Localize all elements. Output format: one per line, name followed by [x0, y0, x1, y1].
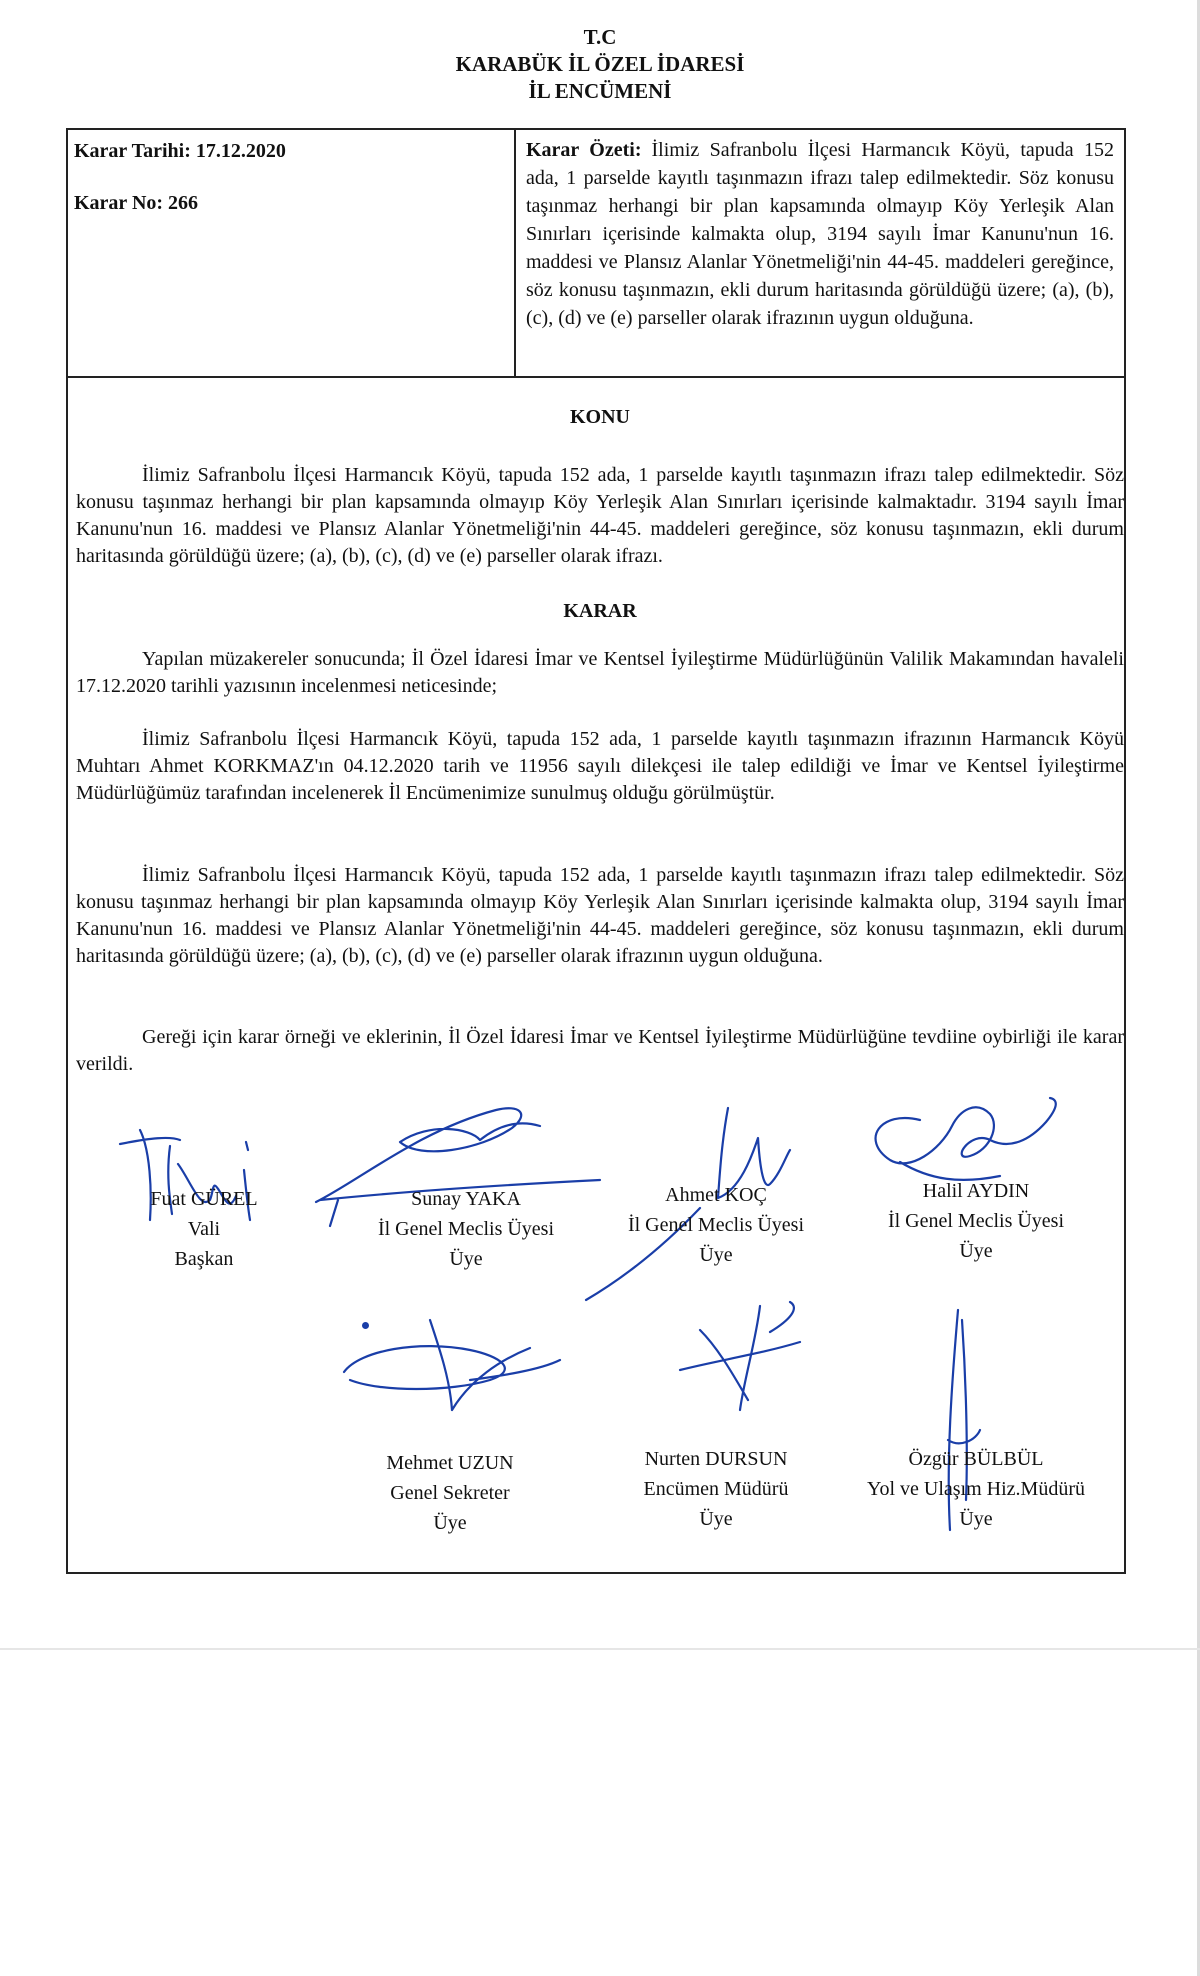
signatory-block	[586, 1180, 846, 1270]
header-institution: KARABÜK İL ÖZEL İDARESİ	[455, 52, 745, 76]
signatory-role: Üye	[449, 1248, 483, 1270]
signatory-name: Sunay YAKA	[411, 1188, 521, 1210]
signature-dursun	[680, 1302, 800, 1410]
summary-label: Karar Özeti:	[526, 139, 642, 161]
signatory-title: Yol ve Ulaşım Hiz.Müdürü	[867, 1478, 1085, 1500]
signatory-name: Özgür BÜLBÜL	[908, 1448, 1044, 1470]
signatory-block	[336, 1184, 596, 1274]
summary-text: İlimiz Safranbolu İlçesi Harmancık Köyü, tapuda 152 ada, 1 parselde kayıtlı taşınmazın ifrazı talep edilmektedir. Söz konusu taşınmaz herhangi bir plan kapsamında olmayıp Köy Yerleşik Alan Sınırları içerisinde kalmakta olup, 3194 sayılı İmar Kanunu'nun 16. maddesi ve Plansız Alanlar Yönetmeliği'nin 44-45. maddeleri gereğince, söz konusu taşınmazın, ekli durum haritasında görüldüğü üzere; (a), (b), (c), (d) ve (e) parseller olarak ifrazının uygun olduğuna.	[526, 139, 1114, 329]
header-council: İL ENCÜMENİ	[528, 79, 672, 103]
signatory-title: İl Genel Meclis Üyesi	[887, 1210, 1065, 1232]
decision-summary-box	[68, 130, 1124, 378]
karar-heading: KARAR	[563, 600, 637, 622]
column-divider	[514, 130, 516, 376]
document-header	[0, 24, 1200, 105]
signatory-role: Başkan	[174, 1248, 234, 1270]
konu-heading: KONU	[570, 406, 630, 428]
signatory-title: İl Genel Meclis Üyesi	[627, 1214, 805, 1236]
konu-text: İlimiz Safranbolu İlçesi Harmancık Köyü, tapuda 152 ada, 1 parselde kayıtlı taşınmazın ifrazı talep edilmektedir. Söz konusu taşınmaz herhangi bir plan kapsamında olmayıp Köy Yerleşik Alan Sınırları içerisinde kalmaktadır. 3194 sayılı İmar Kanunu'nun 16. maddesi ve Plansız Alanlar Yönetmeliği'nin 44-45. maddeleri gereğince, söz konusu taşınmazın, ekli durum haritasında görüldüğü üzere; (a), (b), (c), (d) ve (e) parseller olarak ifrazı.	[76, 464, 1124, 567]
signatory-title: Vali	[187, 1218, 221, 1240]
signatory-role: Üye	[959, 1240, 993, 1262]
signatory-role: Üye	[433, 1512, 467, 1534]
signatory-block	[846, 1444, 1106, 1534]
signatory-title: Genel Sekreter	[390, 1482, 510, 1504]
signatory-block	[586, 1444, 846, 1534]
karar-paragraph-3: İlimiz Safranbolu İlçesi Harmancık Köyü, tapuda 152 ada, 1 parselde kayıtlı taşınmazın ifrazı talep edilmektedir. Söz konusu taşınmaz herhangi bir plan kapsamında olmayıp Köy Yerleşik Alan Sınırları içerisinde kalmakta olup, 3194 sayılı İmar Kanunu'nun 16. maddesi ve Plansız Alanlar Yönetmeliği'nin 44-45. maddeleri gereğince, söz konusu taşınmazın, ekli durum haritasında görüldüğü üzere; (a), (b), (c), (d) ve (e) parseller olarak ifrazının uygun olduğuna.	[76, 864, 1124, 967]
signatory-title: İl Genel Meclis Üyesi	[377, 1218, 555, 1240]
decision-meta	[74, 138, 504, 242]
scan-edge-bottom	[0, 1648, 1200, 1650]
signatory-name: Nurten DURSUN	[644, 1448, 788, 1470]
signatory-role: Üye	[959, 1508, 993, 1530]
signatory-name: Fuat GÜREL	[150, 1188, 258, 1210]
signatory-title: Encümen Müdürü	[643, 1478, 789, 1500]
karar-paragraph-1: Yapılan müzakereler sonucunda; İl Özel İdaresi İmar ve Kentsel İyileştirme Müdürlüğünün Valilik Makamından havaleli 17.12.2020 tarihli yazısının incelenmesi neticesinde;	[76, 648, 1124, 697]
signatory-role: Üye	[699, 1244, 733, 1266]
karar-paragraph-2: İlimiz Safranbolu İlçesi Harmancık Köyü, tapuda 152 ada, 1 parselde kayıtlı taşınmazın ifrazının Harmancık Köyü Muhtarı Ahmet KORKMAZ'ın 04.12.2020 tarih ve 11956 sayılı dilekçesi ile talep edildiği ve İmar ve Kentsel İyileştirme Müdürlüğümüz tarafından incelenerek İl Encümenimize sunulmuş olduğu görülmüştür.	[76, 728, 1124, 804]
signatory-block	[320, 1448, 580, 1538]
signatory-name: Mehmet UZUN	[386, 1452, 514, 1474]
signature-uzun	[344, 1320, 560, 1410]
ink-dot	[362, 1322, 369, 1329]
signatory-block	[846, 1176, 1106, 1266]
signatory-block	[74, 1184, 334, 1274]
signatory-role: Üye	[699, 1508, 733, 1530]
signatory-name: Halil AYDIN	[922, 1180, 1030, 1202]
decision-summary	[526, 136, 1114, 332]
decision-number: Karar No: 266	[74, 192, 199, 214]
karar-paragraph-4: Gereği için karar örneği ve eklerinin, İl Özel İdaresi İmar ve Kentsel İyileştirme Müdürlüğüne tevdiine oybirliği ile karar verildi.	[76, 1026, 1124, 1075]
header-tc: T.C	[583, 25, 617, 49]
signature-aydin	[876, 1098, 1056, 1180]
decision-date: Karar Tarihi: 17.12.2020	[74, 140, 286, 162]
signatory-name: Ahmet KOÇ	[665, 1184, 767, 1206]
